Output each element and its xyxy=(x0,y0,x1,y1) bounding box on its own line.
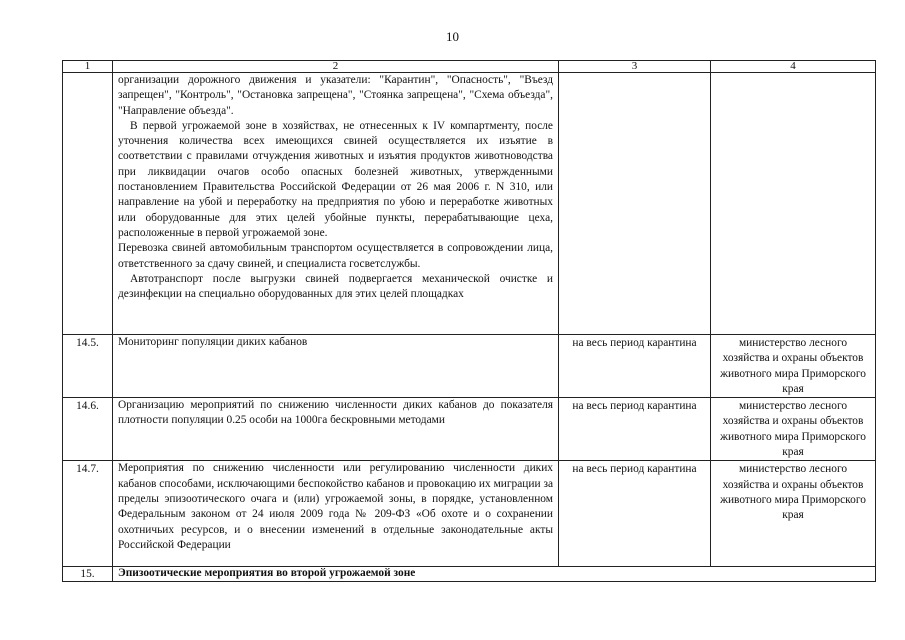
table-header-row xyxy=(63,61,876,73)
row-text: Организацию мероприятий по снижению численности диких кабанов до показателя плотности популяции 0.25 особи на 1000га бескровными методами xyxy=(113,398,559,461)
continuation-period-cell xyxy=(559,73,711,335)
table-row-14-6 xyxy=(63,398,876,461)
row-period: на весь период карантина xyxy=(559,461,711,567)
row-number: 14.5. xyxy=(63,335,113,398)
continuation-paragraph-2: В первой угрожаемой зоне в хозяйствах, не отнесенных к IV компартменту, после уточнения количества всех имеющихся свиней осуществляется их изъятие в соответствии с правилами отчуждения животных и изъятия продуктов животноводства при ликвидации очагов особо опасных болезней животных, утвержденными постановлением Правительства Российской Федерации от 26 мая 2006 г. N 310, или направление на убой и переработку на предприятия по убою и переработке животных или оборудованные для этих целей убойные пункты, перерабатывающие цеха, расположенные в первой угрожаемой зоне. xyxy=(118,119,553,239)
row-number: 14.6. xyxy=(63,398,113,461)
measures-table xyxy=(62,60,876,582)
continuation-paragraph-3: Перевозка свиней автомобильным транспортом осуществляется в сопровождении лица, ответственного за сдачу свиней, и специалиста госветслужбы. xyxy=(118,242,553,270)
continuation-paragraph-1: организации дорожного движения и указатели: "Карантин", "Опасность", "Въезд запрещен", "Контроль", "Остановка запрещена", "Стоянка запрещена", "Схема объезда", "Направление объезда". xyxy=(118,74,553,117)
row-responsible: министерство лесного хозяйства и охраны объектов животного мира Приморского края xyxy=(711,335,876,398)
column-header-2: 2 xyxy=(113,61,559,73)
continuation-num-cell xyxy=(63,73,113,335)
page-number: 10 xyxy=(446,29,459,44)
row-responsible: министерство лесного хозяйства и охраны объектов животного мира Приморского края xyxy=(711,398,876,461)
column-header-3: 3 xyxy=(559,61,711,73)
continuation-paragraph-4: Автотранспорт после выгрузки свиней подвергается механической очистке и дезинфекции на специально оборудованных для этих целей площадках xyxy=(118,272,553,301)
row-period: на весь период карантина xyxy=(559,335,711,398)
row-text: Мероприятия по снижению численности или регулированию численности диких кабанов способами, исключающими беспокойство кабанов и провокацию их миграции за пределы эпизоотического очага и (или) угрожаемой зоны, в порядке, установленном Федеральным законом от 24 июля 2009 года № 209-ФЗ «Об охоте и о сохранении охотничьих ресурсов, и о внесении изменений в отдельные законодательные акты Российской Федерации xyxy=(113,461,559,567)
continuation-row xyxy=(63,73,876,335)
column-header-4: 4 xyxy=(711,61,876,73)
row-responsible: министерство лесного хозяйства и охраны объектов животного мира Приморского края xyxy=(711,461,876,567)
section-title: Эпизоотические мероприятия во второй угрожаемой зоне xyxy=(113,567,876,582)
continuation-text-cell xyxy=(113,73,559,335)
section-number: 15. xyxy=(63,567,113,582)
row-text: Мониторинг популяции диких кабанов xyxy=(113,335,559,398)
row-number: 14.7. xyxy=(63,461,113,567)
table-row-14-5 xyxy=(63,335,876,398)
section-row-15 xyxy=(63,567,876,582)
continuation-responsible-cell xyxy=(711,73,876,335)
table-row-14-7 xyxy=(63,461,876,567)
column-header-1: 1 xyxy=(63,61,113,73)
row-period: на весь период карантина xyxy=(559,398,711,461)
